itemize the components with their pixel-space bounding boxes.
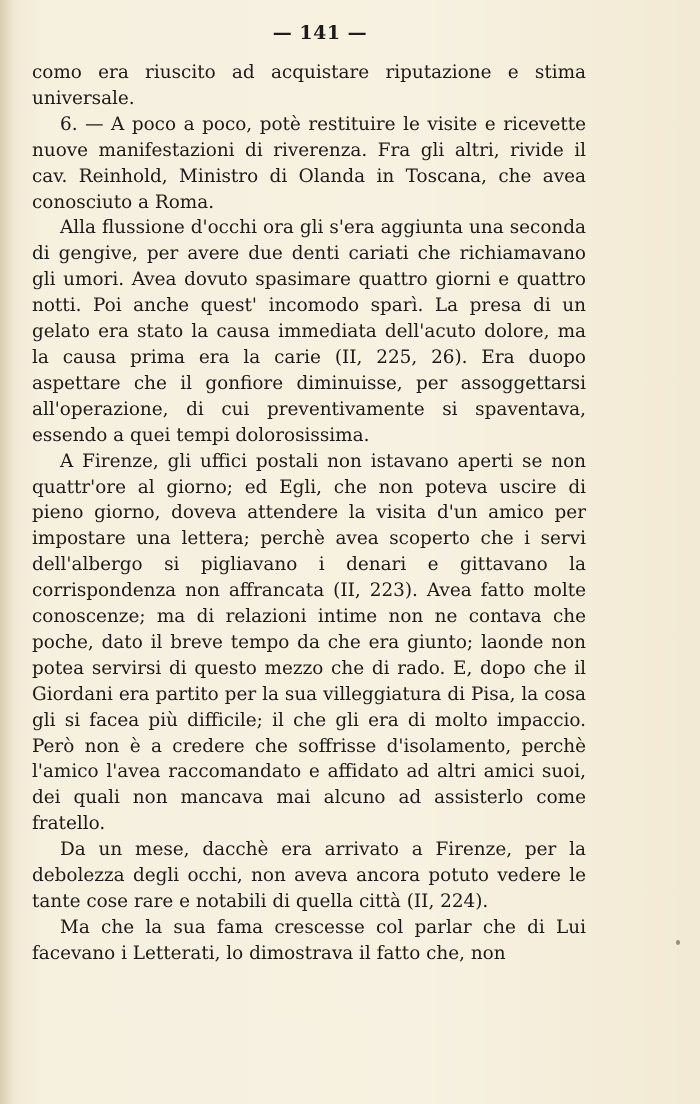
binding-shadow xyxy=(0,0,14,1104)
paragraph-5: Da un mese, dacchè era arrivato a Firenze, per la debolezza degli occhi, non aveva ancora potuto vedere le tante cose rare e notabili di quella città (II, 224). xyxy=(32,839,586,912)
paragraph-3: Alla flussione d'occhi ora gli s'era aggiunta una seconda di gengive, per avere due denti cariati che richiamavano gli umori. Avea dovuto spasimare quattro giorni e quattro notti. Poi anche quest' incomodo sparì. La presa di un gelato era stato la causa immediata dell'acuto dolore, ma la causa prima era la carie (II, 225, 26). Era duopo aspettare che il gonfiore diminuisse, per assoggettarsi all'operazione, di cui preventivamente si spaventava, essendo a quei tempi dolorosissima. xyxy=(32,217,586,446)
paragraph-1: como era riuscito ad acquistare riputazione e stima universale. xyxy=(32,62,586,109)
paragraph-4: A Firenze, gli uffici postali non istavano aperti se non quattr'ore al giorno; ed Egli, che non poteva uscire di pieno giorno, doveva attendere la visita d'un amico per impostare una lettera; perchè avea scoperto che i servi dell'albergo si pigliavano i denari e gittavano la corrispondenza non affrancata (II, 223). Avea fatto molte conoscenze; ma di relazioni intime non ne contava che poche, dato il breve tempo da che era giunto; laonde non potea servirsi di questo mezzo che di rado. E, dopo che il Giordani era partito per la sua villeggiatura di Pisa, la cosa gli si facea più difficile; il che gli era di molto impaccio. Però non è a credere che soffrisse d'isolamento, perchè l'amico l'avea raccomandato e affidato ad altri amici suoi, dei quali non mancava mai alcuno ad assisterlo come fratello. xyxy=(32,450,586,835)
ink-speck xyxy=(676,940,680,945)
page-number: — 141 — xyxy=(272,22,368,44)
paragraph-2: 6. — A poco a poco, potè restituire le visite e ricevette nuove manifestazioni di riverenza. Fra gli altri, rivide il cav. Reinhold, Ministro di Olanda in Toscana, che avea conosciuto a Roma. xyxy=(32,113,586,213)
paragraph-6: Ma che la sua fama crescesse col parlar che di Lui facevano i Letterati, lo dimostrava il fatto che, non xyxy=(32,916,586,964)
body-text xyxy=(32,60,586,967)
